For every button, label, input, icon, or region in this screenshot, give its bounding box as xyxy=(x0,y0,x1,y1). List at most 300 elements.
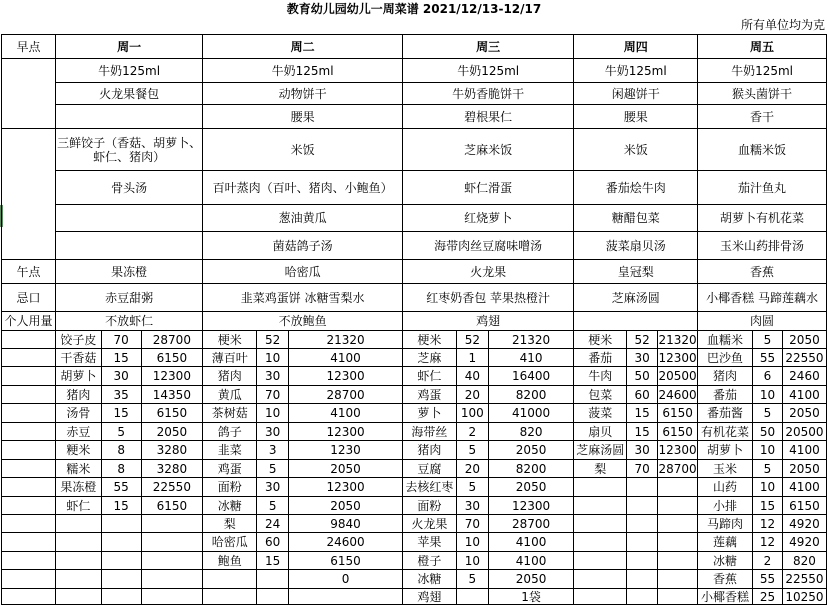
ingredient-name: 火龙果 xyxy=(402,515,456,533)
ingredient-total: 820 xyxy=(488,423,574,441)
ingredient-total: 12300 xyxy=(289,367,403,386)
ingredient-name: 虾仁 xyxy=(402,367,456,386)
ingredient-name: 包菜 xyxy=(574,386,627,404)
ingredient-amount: 10 xyxy=(456,533,488,552)
ingredient-amount: 50 xyxy=(753,423,783,441)
ingredient-amount xyxy=(627,552,658,570)
ingredient-name: 虾仁 xyxy=(55,497,101,515)
ingredient-amount: 2 xyxy=(456,423,488,441)
ingredient-amount: 70 xyxy=(627,460,658,478)
ingredient-amount: 10 xyxy=(257,404,289,423)
lunch-row xyxy=(2,171,827,205)
ingredient-total: 2460 xyxy=(782,367,826,386)
ingredient-amount xyxy=(627,515,658,533)
ingredient-total: 2050 xyxy=(488,478,574,497)
ingredient-amount xyxy=(627,533,658,552)
ingredient-name: 血糯米 xyxy=(698,331,753,349)
ingredient-amount xyxy=(101,589,141,605)
ingredient-name: 猪肉 xyxy=(55,386,101,404)
ingredient-total xyxy=(658,570,698,589)
menu-cell: 不放虾仁 xyxy=(55,312,202,331)
ingredient-total: 6150 xyxy=(289,552,403,570)
ingredient-total: 6150 xyxy=(658,404,698,423)
ingredient-amount: 2 xyxy=(753,552,783,570)
ingredient-lead-cell xyxy=(2,570,56,589)
ingredient-name: 哈密瓜 xyxy=(203,533,257,552)
ingredient-amount: 52 xyxy=(456,331,488,349)
lunch-label-cell xyxy=(2,129,56,260)
ingredient-amount: 60 xyxy=(257,533,289,552)
ingredient-total: 21320 xyxy=(658,332,697,347)
ingredient-total: 0 xyxy=(289,570,403,589)
ingredient-total: 4100 xyxy=(782,478,826,497)
ingredient-total: 6150 xyxy=(141,497,203,515)
ingredient-name: 芝麻汤圆 xyxy=(574,441,627,460)
menu-cell: 玉米山药排骨汤 xyxy=(698,232,827,260)
menu-cell: 牛奶125ml xyxy=(402,59,573,83)
ingredient-amount: 15 xyxy=(627,404,658,423)
ingredient-row xyxy=(2,404,827,423)
menu-cell: 血糯米饭 xyxy=(698,129,827,171)
ingredient-total xyxy=(658,497,698,515)
ingredient-amount: 25 xyxy=(753,589,783,605)
ingredient-total: 4100 xyxy=(782,386,826,404)
ingredient-amount: 3 xyxy=(257,441,289,460)
ingredient-amount: 5 xyxy=(456,441,488,460)
menu-cell: 火龙果 xyxy=(402,260,573,284)
ingredient-amount: 6 xyxy=(753,367,783,386)
ingredient-total: 24600 xyxy=(289,533,403,552)
ingredient-amount: 12 xyxy=(753,533,783,552)
ingredient-name xyxy=(203,589,257,605)
ingredient-total: 28700 xyxy=(141,331,203,349)
ingredient-total xyxy=(658,533,698,552)
ingredient-total: 2050 xyxy=(782,460,826,478)
ingredient-name: 莲藕 xyxy=(698,533,753,552)
lunch-row xyxy=(2,205,827,232)
ingredient-lead-cell xyxy=(2,460,56,478)
ingredient-name: 果冻橙 xyxy=(55,478,101,497)
ingredient-amount: 30 xyxy=(627,441,658,460)
ingredient-row xyxy=(2,552,827,570)
ingredient-amount: 30 xyxy=(257,423,289,441)
menu-cell: 哈密瓜 xyxy=(203,260,403,284)
ingredient-name: 粳米 xyxy=(55,441,101,460)
ingredient-total: 6150 xyxy=(141,404,203,423)
ingredient-name: 番茄 xyxy=(574,349,627,367)
ingredient-name xyxy=(55,570,101,589)
ingredient-name xyxy=(574,478,627,497)
menu-cell: 牛奶125ml xyxy=(55,59,202,83)
ingredient-total: 820 xyxy=(782,552,826,570)
ingredient-total xyxy=(658,515,698,533)
ingredient-name: 菠菜 xyxy=(574,404,627,423)
ingredient-name: 萝卜 xyxy=(402,404,456,423)
ingredient-name: 梨 xyxy=(203,515,257,533)
ingredient-amount: 52 xyxy=(257,331,289,349)
ingredient-total: 2050 xyxy=(782,331,826,349)
ingredient-name: 干香菇 xyxy=(55,349,101,367)
ingredient-row xyxy=(2,533,827,552)
ingredient-total: 12300 xyxy=(658,350,697,365)
unit-note: 所有单位均为克 xyxy=(740,18,825,32)
menu-table xyxy=(1,34,827,605)
ingredient-amount: 24 xyxy=(257,515,289,533)
ingredient-name: 梗米 xyxy=(203,331,257,349)
ingredient-name: 鸽子 xyxy=(203,423,257,441)
ingredient-total: 21320 xyxy=(488,331,574,349)
ingredient-amount: 1 xyxy=(456,349,488,367)
ingredient-total: 16400 xyxy=(488,367,574,386)
ingredient-amount: 20 xyxy=(456,460,488,478)
menu-cell xyxy=(55,105,202,129)
ingredient-name xyxy=(574,533,627,552)
ingredient-total xyxy=(658,552,698,570)
menu-cell: 香干 xyxy=(698,105,827,129)
ingredient-lead-cell xyxy=(2,589,56,605)
breakfast-row xyxy=(2,59,827,83)
menu-cell: 小椰香糕 马蹄莲藕水 xyxy=(698,284,827,312)
ingredient-total: 24600 xyxy=(658,387,697,402)
ingredient-name: 扇贝 xyxy=(574,423,627,441)
menu-cell: 胡萝卜有机花菜 xyxy=(698,205,827,232)
menu-cell: 红烧萝卜 xyxy=(402,205,573,232)
ingredient-amount: 15 xyxy=(101,349,141,367)
breakfast-label: 早点 xyxy=(2,35,56,59)
ingredient-amount xyxy=(627,497,658,515)
ingredient-name: 饺子皮 xyxy=(55,331,101,349)
menu-cell: 腰果 xyxy=(574,105,698,129)
ingredient-amount: 30 xyxy=(257,367,289,386)
ingredient-total: 1袋 xyxy=(488,589,574,605)
lunch-row xyxy=(2,129,827,171)
menu-cell: 虾仁滑蛋 xyxy=(402,171,573,205)
menu-cell: 芝麻汤圆 xyxy=(574,284,698,312)
ingredient-name: 薄百叶 xyxy=(203,349,257,367)
ingredient-name: 茶树菇 xyxy=(203,404,257,423)
menu-cell: 番茄烩牛肉 xyxy=(574,171,698,205)
ingredient-name: 面粉 xyxy=(402,497,456,515)
menu-cell: 果冻橙 xyxy=(55,260,202,284)
ingredient-total xyxy=(141,533,203,552)
ingredients-section xyxy=(2,331,827,605)
breakfast-row xyxy=(2,83,827,105)
ingredient-name: 海带丝 xyxy=(402,423,456,441)
ingredient-name: 橙子 xyxy=(402,552,456,570)
ingredient-amount xyxy=(101,533,141,552)
ingredient-name: 猪肉 xyxy=(402,441,456,460)
menu-cell: 茄汁鱼丸 xyxy=(698,171,827,205)
ingredient-amount: 10 xyxy=(753,441,783,460)
ingredient-row xyxy=(2,497,827,515)
ingredient-amount: 20 xyxy=(456,386,488,404)
ingredient-total: 12300 xyxy=(141,367,203,386)
ingredient-name: 去核红枣 xyxy=(402,478,456,497)
day-header-tue: 周二 xyxy=(203,35,403,59)
menu-cell: 牛奶125ml xyxy=(203,59,403,83)
ingredient-name: 小椰香糕 xyxy=(698,589,753,605)
menu-cell: 香蕉 xyxy=(698,260,827,284)
ingredient-total: 4100 xyxy=(289,349,403,367)
ingredient-total: 4100 xyxy=(488,552,574,570)
ingredient-row xyxy=(2,478,827,497)
ingredient-amount: 8 xyxy=(101,441,141,460)
ingredient-amount: 70 xyxy=(101,331,141,349)
ingredient-name: 牛肉 xyxy=(574,367,627,386)
menu-cell: 百叶蒸肉（百叶、猪肉、小鲍鱼） xyxy=(203,171,403,205)
ingredient-amount: 35 xyxy=(101,386,141,404)
ingredient-amount: 8 xyxy=(101,460,141,478)
ingredient-name xyxy=(574,515,627,533)
ingredient-total: 2050 xyxy=(289,497,403,515)
menu-cell xyxy=(55,205,202,232)
menu-cell: 动物饼干 xyxy=(203,83,403,105)
ingredient-amount xyxy=(627,589,658,605)
ingredient-lead-cell xyxy=(2,441,56,460)
ingredient-amount: 15 xyxy=(627,423,658,441)
menu-cell: 鸡翅 xyxy=(402,312,573,331)
ingredient-amount: 10 xyxy=(257,349,289,367)
ingredient-name: 番茄 xyxy=(698,386,753,404)
sheet-title: 教育幼儿园幼儿一周菜谱 2021/12/13-12/17 xyxy=(286,2,542,16)
ingredient-amount: 5 xyxy=(257,497,289,515)
ingredient-name: 梗米 xyxy=(574,331,627,349)
ingredient-amount: 55 xyxy=(101,478,141,497)
ingredient-total: 12300 xyxy=(658,441,698,460)
ingredient-name xyxy=(55,533,101,552)
ingredient-amount xyxy=(257,570,289,589)
ingredient-amount: 15 xyxy=(753,497,783,515)
ingredient-name xyxy=(574,589,627,605)
ingredient-total: 4920 xyxy=(782,515,826,533)
ingredient-lead-cell xyxy=(2,533,56,552)
ingredient-total: 20500 xyxy=(782,423,826,441)
ingredient-amount: 5 xyxy=(456,570,488,589)
ingredient-amount: 5 xyxy=(101,423,141,441)
ingredient-name: 猪肉 xyxy=(698,367,753,386)
ingredient-row xyxy=(2,460,827,478)
ingredient-total: 14350 xyxy=(141,386,203,404)
ingredient-name: 冰糖 xyxy=(402,570,456,589)
menu-cell: 葱油黄瓜 xyxy=(203,205,403,232)
ingredient-total: 3280 xyxy=(141,460,203,478)
ingredient-row xyxy=(2,423,827,441)
ingredient-amount: 30 xyxy=(627,349,658,367)
ingredient-name: 冰糖 xyxy=(698,552,753,570)
ingredient-name: 猪肉 xyxy=(203,367,257,386)
ingredient-total xyxy=(141,589,203,605)
menu-cell: 米饭 xyxy=(203,129,403,171)
header-row xyxy=(2,35,827,59)
ingredient-total: 12300 xyxy=(488,497,574,515)
menu-cell: 牛奶125ml xyxy=(574,59,698,83)
ingredient-total: 41000 xyxy=(488,404,574,423)
ingredient-name xyxy=(203,570,257,589)
ingredient-amount: 55 xyxy=(753,349,783,367)
menu-cell: 火龙果餐包 xyxy=(55,83,202,105)
ingredient-amount: 12 xyxy=(753,515,783,533)
menu-cell: 三鲜饺子（香菇、胡萝卜、虾仁、猪肉） xyxy=(55,129,202,171)
menu-cell: 芝麻米饭 xyxy=(402,129,573,171)
ingredient-name: 山药 xyxy=(698,478,753,497)
ingredient-total: 6150 xyxy=(658,423,698,441)
ingredient-total: 9840 xyxy=(289,515,403,533)
ingredient-amount: 15 xyxy=(257,552,289,570)
day-header-mon: 周一 xyxy=(55,35,202,59)
ingredient-lead-cell xyxy=(2,497,56,515)
ingredient-total: 20500 xyxy=(658,367,698,386)
ingredient-amount: 100 xyxy=(456,404,488,423)
day-header-fri: 周五 xyxy=(698,35,827,59)
snack-row xyxy=(2,284,827,312)
ingredient-row xyxy=(2,515,827,533)
ingredient-name: 汤骨 xyxy=(55,404,101,423)
ingredient-amount xyxy=(101,552,141,570)
ingredient-lead-cell xyxy=(2,367,56,386)
ingredient-amount xyxy=(101,515,141,533)
ingredient-row xyxy=(2,386,827,404)
menu-cell: 肉圆 xyxy=(698,312,827,331)
ingredient-name: 赤豆 xyxy=(55,423,101,441)
ingredient-lead-cell xyxy=(2,478,56,497)
ingredient-total: 28700 xyxy=(658,461,697,476)
menu-cell: 米饭 xyxy=(574,129,698,171)
day-header-thu: 周四 xyxy=(574,35,698,59)
ingredient-name xyxy=(55,552,101,570)
breakfast-row xyxy=(2,105,827,129)
ingredient-row xyxy=(2,331,827,349)
ingredient-lead-cell xyxy=(2,386,56,404)
ingredient-total: 6150 xyxy=(141,349,203,367)
menu-cell: 牛奶125ml xyxy=(698,59,827,83)
ingredient-name: 鸡翅 xyxy=(402,589,456,605)
ingredient-lead-cell xyxy=(2,349,56,367)
ingredient-amount: 40 xyxy=(456,367,488,386)
ingredient-total: 2050 xyxy=(289,460,403,478)
ingredient-amount xyxy=(627,570,658,589)
ingredient-amount: 30 xyxy=(456,497,488,515)
ingredient-lead-cell xyxy=(2,331,56,349)
ingredient-name: 韭菜 xyxy=(203,441,257,460)
ingredient-amount: 52 xyxy=(627,331,658,349)
menu-cell: 骨头汤 xyxy=(55,171,202,205)
ingredient-amount: 10 xyxy=(456,552,488,570)
ingredient-name: 胡萝卜 xyxy=(55,367,101,386)
ingredient-total: 21320 xyxy=(289,331,403,349)
menu-cell: 菠菜扇贝汤 xyxy=(574,232,698,260)
breakfast-label-cell xyxy=(2,59,56,129)
menu-cell: 不放鲍鱼 xyxy=(203,312,403,331)
ingredient-total: 12300 xyxy=(289,478,403,497)
menu-cell xyxy=(574,312,698,331)
ingredient-amount: 55 xyxy=(753,570,783,589)
ingredient-name: 黄瓜 xyxy=(203,386,257,404)
ingredient-amount: 5 xyxy=(753,460,783,478)
ingredient-total: 3280 xyxy=(141,441,203,460)
ingredient-amount: 5 xyxy=(753,331,783,349)
ingredient-name: 鸡蛋 xyxy=(203,460,257,478)
ingredient-name: 番茄酱 xyxy=(698,404,753,423)
ingredient-total: 8200 xyxy=(488,460,574,478)
ingredient-lead-cell xyxy=(2,404,56,423)
afternoon-label: 午点 xyxy=(2,260,56,284)
ingredient-amount: 15 xyxy=(101,404,141,423)
ingredient-row xyxy=(2,589,827,605)
ingredient-total: 4100 xyxy=(782,441,826,460)
ingredient-name: 鲍鱼 xyxy=(203,552,257,570)
ingredient-total xyxy=(141,552,203,570)
ingredient-name xyxy=(574,570,627,589)
personal-label: 个人用量 xyxy=(2,312,56,331)
ingredient-amount xyxy=(101,570,141,589)
ingredient-total xyxy=(289,589,403,605)
lunch-row xyxy=(2,232,827,260)
ingredient-amount: 10 xyxy=(753,478,783,497)
ingredient-total: 410 xyxy=(488,349,574,367)
menu-cell: 腰果 xyxy=(203,105,403,129)
ingredient-name xyxy=(55,589,101,605)
ingredient-lead-cell xyxy=(2,552,56,570)
menu-cell: 菌菇鸽子汤 xyxy=(203,232,403,260)
menu-cell: 皇冠梨 xyxy=(574,260,698,284)
ingredient-name: 冰糖 xyxy=(203,497,257,515)
ingredient-amount: 70 xyxy=(456,515,488,533)
menu-cell: 猴头菌饼干 xyxy=(698,83,827,105)
ingredient-amount: 5 xyxy=(753,404,783,423)
ingredient-amount: 60 xyxy=(627,386,658,404)
ingredient-total: 22550 xyxy=(141,478,203,497)
ingredient-total: 2050 xyxy=(141,423,203,441)
menu-cell: 闲趣饼干 xyxy=(574,83,698,105)
ingredient-name xyxy=(55,515,101,533)
ingredient-name: 小排 xyxy=(698,497,753,515)
ingredient-name: 苹果 xyxy=(402,533,456,552)
ingredient-name: 糯米 xyxy=(55,460,101,478)
menu-cell: 糖醋包菜 xyxy=(574,205,698,232)
ingredient-amount xyxy=(456,589,488,605)
personal-row xyxy=(2,312,827,331)
ingredient-total: 8200 xyxy=(488,386,574,404)
ingredient-total: 4100 xyxy=(289,404,403,423)
ingredient-total: 2050 xyxy=(782,404,826,423)
menu-cell: 牛奶香脆饼干 xyxy=(402,83,573,105)
ingredient-total: 2050 xyxy=(488,441,574,460)
ingredient-total: 2050 xyxy=(488,570,574,589)
ingredient-total xyxy=(658,589,698,605)
ingredient-amount xyxy=(627,478,658,497)
ingredient-name: 梗米 xyxy=(402,331,456,349)
ingredient-amount: 70 xyxy=(257,386,289,404)
ingredient-amount xyxy=(257,589,289,605)
ingredient-name: 梨 xyxy=(574,460,627,478)
ingredient-amount: 30 xyxy=(257,478,289,497)
menu-cell: 韭菜鸡蛋饼 冰糖雪梨水 xyxy=(203,284,403,312)
ingredient-total: 6150 xyxy=(782,497,826,515)
ingredient-row xyxy=(2,441,827,460)
menu-cell: 海带肉丝豆腐味噌汤 xyxy=(402,232,573,260)
menu-cell: 碧根果仁 xyxy=(402,105,573,129)
ingredient-name: 芝麻 xyxy=(402,349,456,367)
day-header-wed: 周三 xyxy=(402,35,573,59)
ingredient-total xyxy=(141,515,203,533)
ingredient-total: 12300 xyxy=(289,423,403,441)
ingredient-name: 玉米 xyxy=(698,460,753,478)
ingredient-name: 马蹄肉 xyxy=(698,515,753,533)
ingredient-total: 10250 xyxy=(782,589,826,605)
ingredient-row xyxy=(2,367,827,386)
snack-label: 忌口 xyxy=(2,284,56,312)
menu-cell: 赤豆甜粥 xyxy=(55,284,202,312)
